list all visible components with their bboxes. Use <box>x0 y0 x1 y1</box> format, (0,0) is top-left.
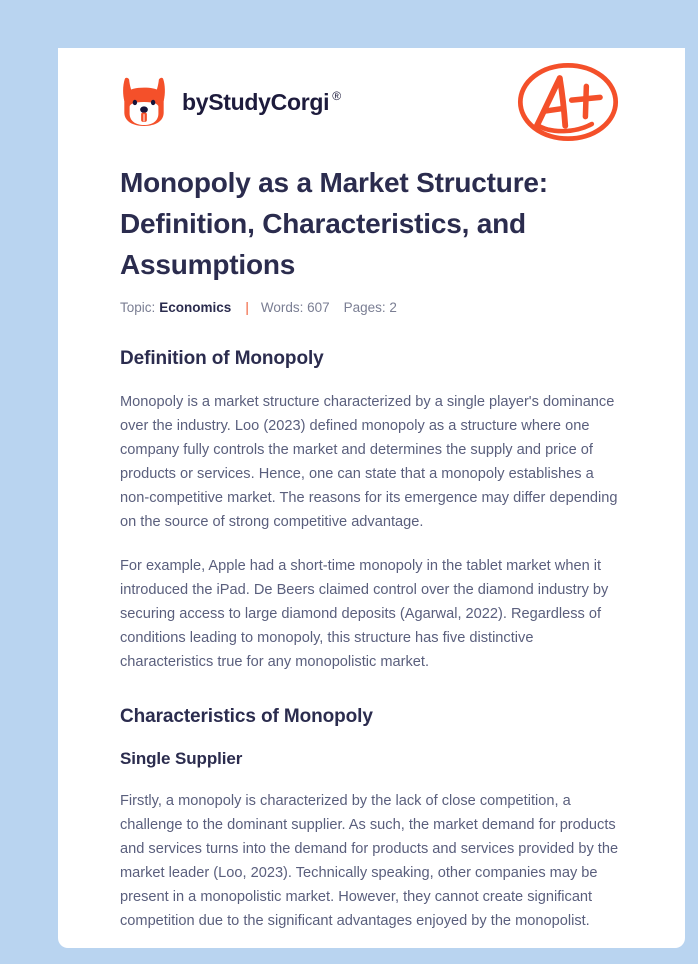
page-title: Monopoly as a Market Structure: Definition, Characteristics, and Assumptions <box>120 167 548 280</box>
page-count: Pages: 2 <box>343 300 397 315</box>
article-body <box>120 348 623 948</box>
paragraph: Firstly, a monopoly is characterized by the lack of close competition, a challenge to the dominant supplier. As such, the market demand for products and services turns into the demand for products and services provided by the market leader (Loo, 2023). Technically speaking, other companies may be present in a monopolistic market. However, they cannot create significant competition due to the significant advantages enjoyed by the monopolist. <box>120 793 619 930</box>
paragraph: For example, Apple had a short-time monopoly in the tablet market when it introduced the iPad. De Beers claimed control over the diamond industry by securing access to large diamond deposits (Agarwal, 2022). Regardless of conditions leading to monopoly, this structure has five distinctive characteristics true for any monopolistic market. <box>120 558 609 671</box>
a-plus-grade-badge-icon <box>513 56 623 148</box>
subsection-heading-single-supplier: Single Supplier <box>120 749 243 769</box>
brand-lockup[interactable] <box>120 77 341 127</box>
topic-link-economics[interactable]: Economics <box>159 300 232 315</box>
document-sheet <box>58 48 685 948</box>
word-count: Words: 607 <box>260 300 330 315</box>
paragraph: Monopoly is a market structure characterized by a single player's dominance over the industry. Loo (2023) defined monopoly as a structure where one company fully controls the market and determines the supply and price of products or services. Hence, one can state that a monopoly establishes a non-competitive market. The reasons for its emergence may differ depending on the source of strong competitive advantage. <box>120 394 618 531</box>
site-header <box>120 48 623 152</box>
section-heading-definition-of-monopoly: Definition of Monopoly <box>120 348 324 370</box>
brand-wordmark <box>182 88 341 115</box>
document-meta <box>120 300 623 316</box>
registered-trademark-mark: ® <box>332 88 341 103</box>
meta-separator: | <box>245 300 249 315</box>
corgi-mascot-icon <box>120 77 168 127</box>
brand-name: StudyCorgi <box>208 88 330 115</box>
brand-prefix: by <box>182 88 209 115</box>
topic-label: Topic: <box>120 300 156 315</box>
section-heading-characteristics-of-monopoly: Characteristics of Monopoly <box>120 706 373 728</box>
